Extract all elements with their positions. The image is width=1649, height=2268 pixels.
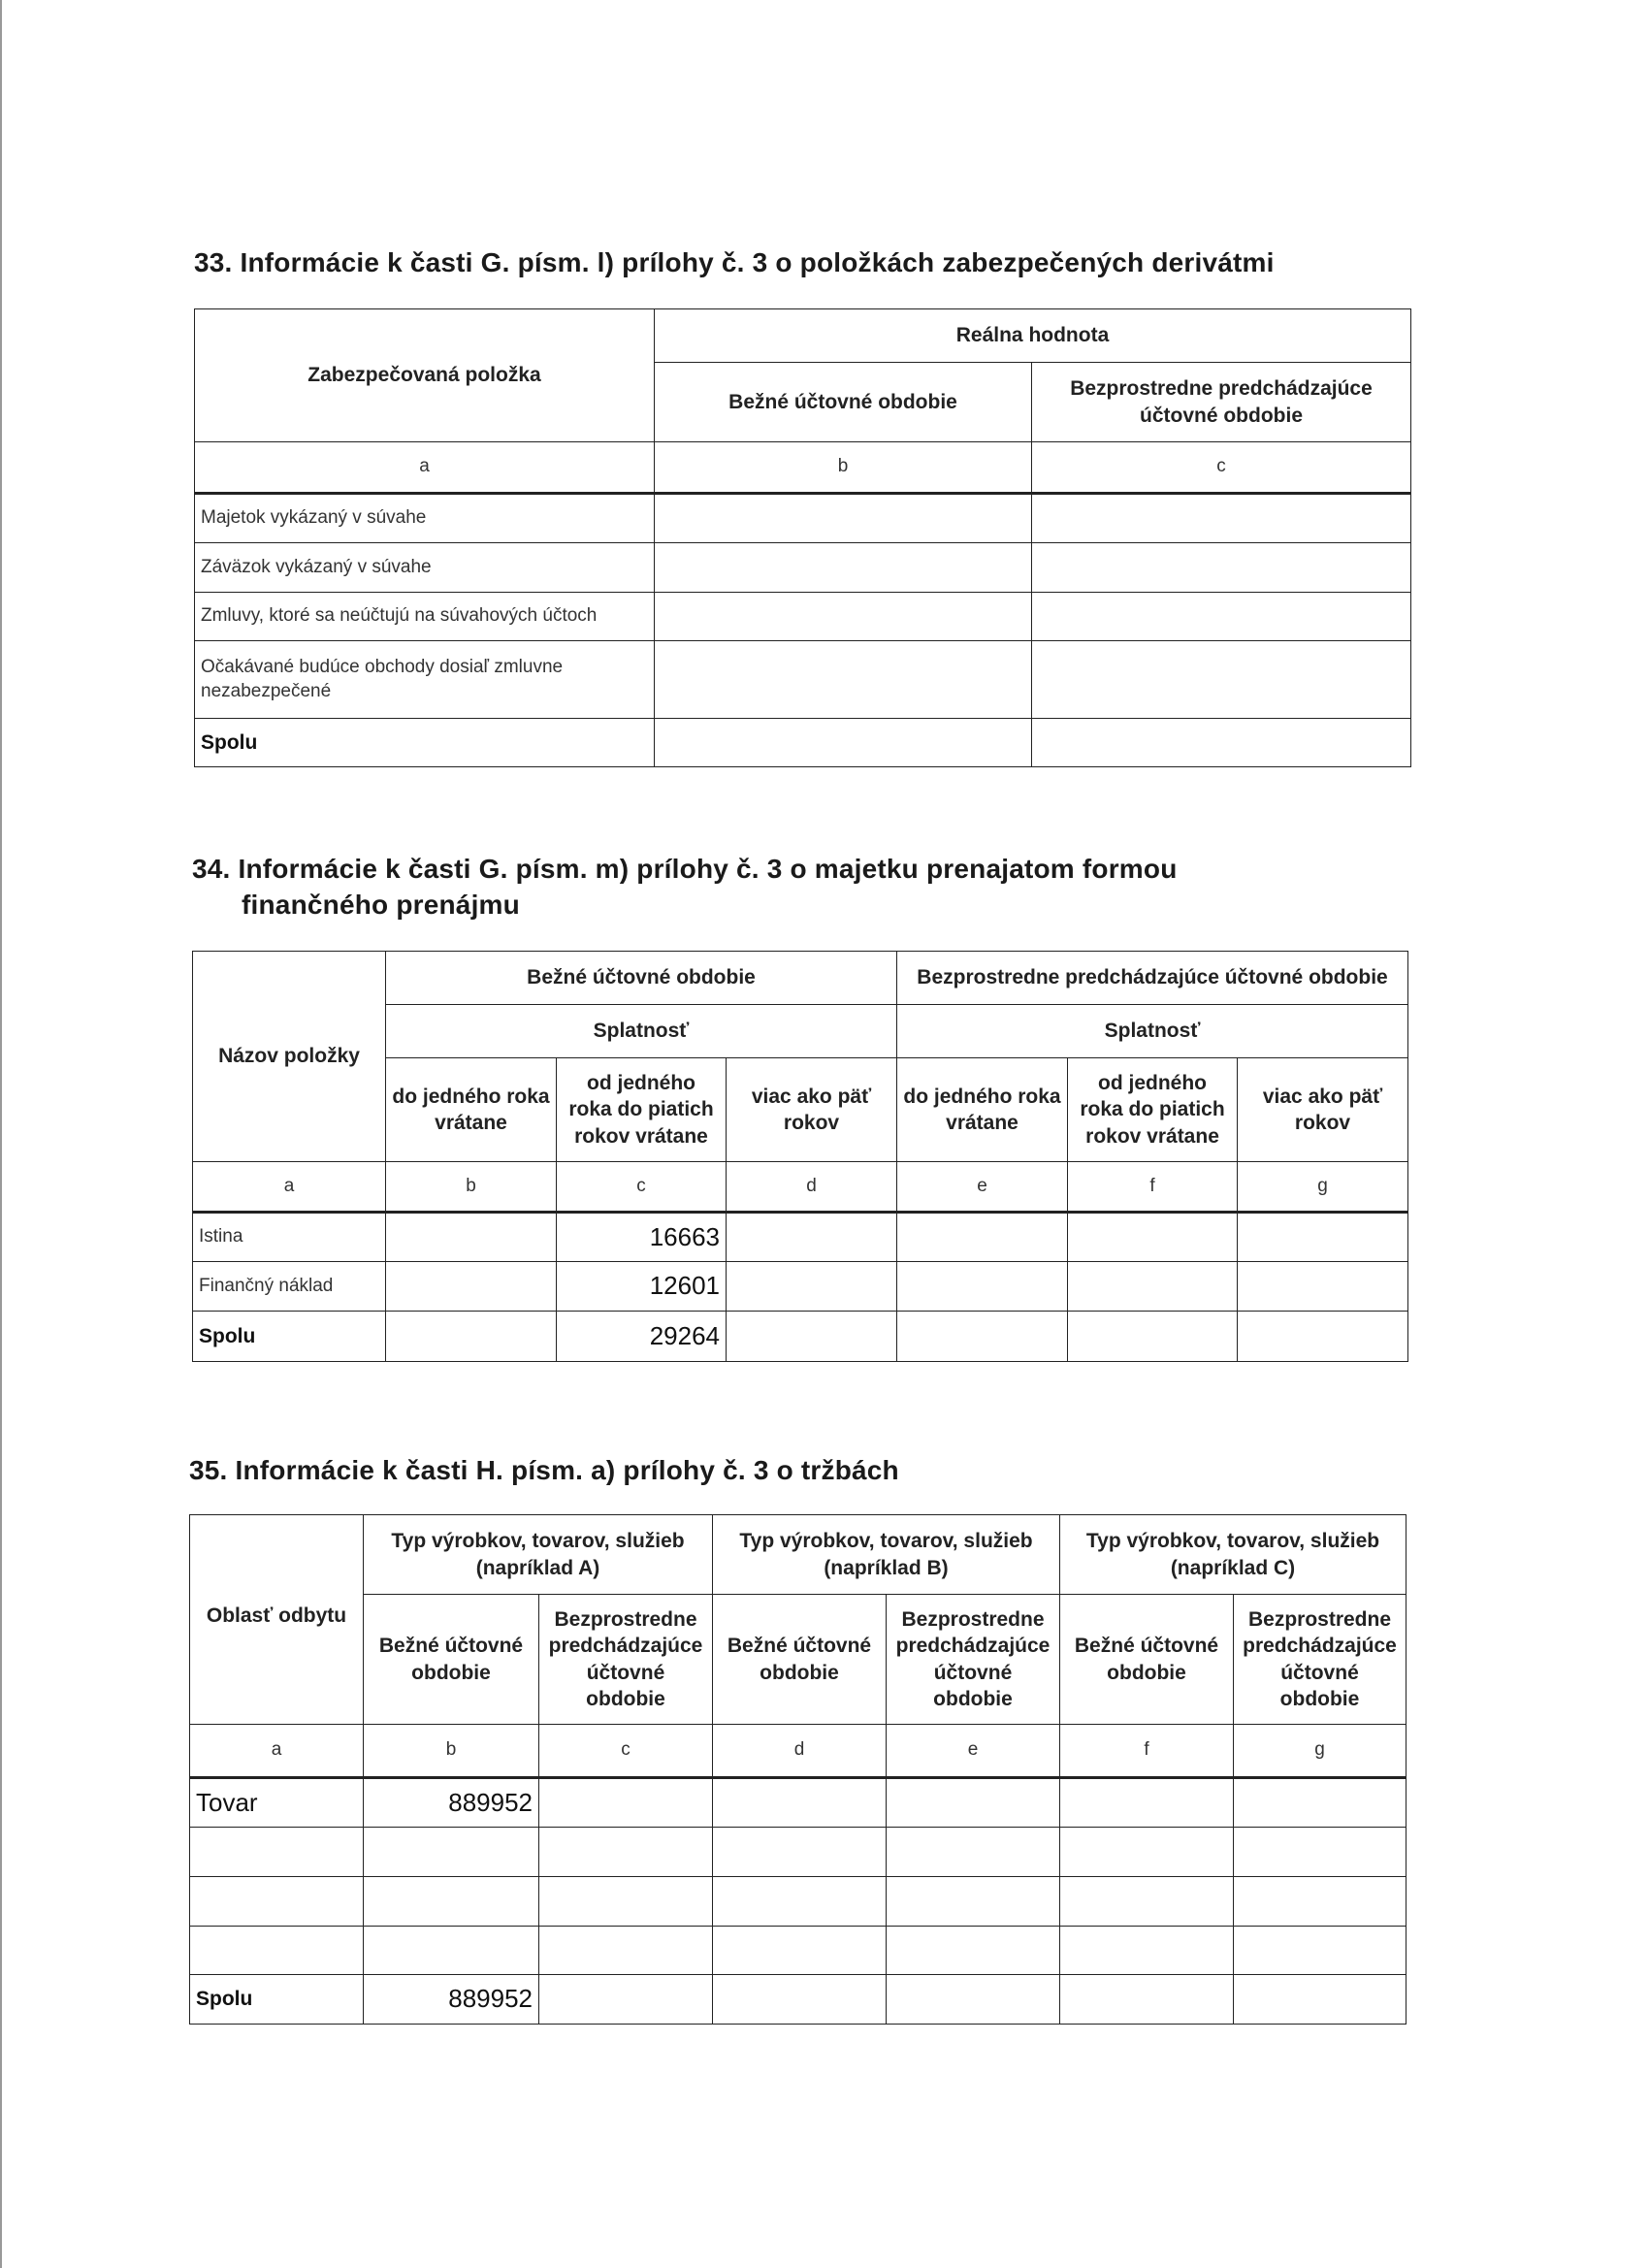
- cell-b: [364, 1828, 539, 1877]
- cell-g: [1234, 1828, 1406, 1877]
- table-row: [195, 593, 1411, 641]
- table-row: [190, 1778, 1406, 1828]
- header-previous: Bezprostredne predchádzajúce účtovné obdobie: [1234, 1595, 1406, 1725]
- col-letter: d: [727, 1162, 897, 1213]
- cell-b: [386, 1213, 557, 1262]
- cell-c: [1032, 719, 1411, 767]
- cell-b: [386, 1262, 557, 1312]
- table-row: [195, 494, 1411, 543]
- cell-b: [364, 1877, 539, 1927]
- cell-e: [897, 1213, 1068, 1262]
- header-current: Bežné účtovné obdobie: [386, 952, 897, 1005]
- table-33: [194, 308, 1411, 767]
- cell-c: [1032, 641, 1411, 719]
- cell-b: 889952: [364, 1778, 539, 1828]
- cell-e: [887, 1778, 1060, 1828]
- table-row: [190, 1877, 1406, 1927]
- col-letter: a: [193, 1162, 386, 1213]
- row-label: Spolu: [193, 1312, 386, 1362]
- cell-c: [1032, 494, 1411, 543]
- section-34-title-cont: finančného prenájmu: [242, 890, 520, 920]
- cell-d: [713, 1778, 887, 1828]
- table-row: [193, 1213, 1408, 1262]
- cell-f: [1060, 1877, 1234, 1927]
- row-label: Spolu: [190, 1975, 364, 2025]
- header-1-to-5: od jedného roka do piatich rokov vrátane: [1068, 1058, 1238, 1162]
- total-row: [193, 1312, 1408, 1362]
- row-label: Tovar: [190, 1778, 364, 1828]
- row-label: Záväzok vykázaný v súvahe: [195, 543, 655, 593]
- cell-f: [1068, 1213, 1238, 1262]
- cell-b: [655, 494, 1032, 543]
- cell-g: [1234, 1778, 1406, 1828]
- cell-c: [1032, 543, 1411, 593]
- header-maturity: Splatnosť: [386, 1005, 897, 1058]
- header-name: Názov položky: [193, 952, 386, 1162]
- cell-c: [539, 1828, 713, 1877]
- header-type-c: Typ výrobkov, tovarov, služieb (napríklad C): [1060, 1515, 1406, 1595]
- table-row: [195, 543, 1411, 593]
- col-letter: f: [1068, 1162, 1238, 1213]
- col-letter: b: [364, 1725, 539, 1778]
- cell-b: [364, 1927, 539, 1975]
- cell-g: [1238, 1312, 1408, 1362]
- col-letter: e: [887, 1725, 1060, 1778]
- scan-edge-left: [0, 0, 2, 2268]
- header-fair-value: Reálna hodnota: [655, 309, 1411, 363]
- cell-c: [539, 1778, 713, 1828]
- cell-g: [1238, 1213, 1408, 1262]
- col-letter: d: [713, 1725, 887, 1778]
- cell-f: [1060, 1975, 1234, 2025]
- cell-e: [887, 1828, 1060, 1877]
- cell-e: [887, 1927, 1060, 1975]
- cell-c: [539, 1975, 713, 2025]
- col-letter: c: [557, 1162, 727, 1213]
- cell-b: [655, 593, 1032, 641]
- cell-d: [727, 1262, 897, 1312]
- header-type-a: Typ výrobkov, tovarov, služieb (napríklad A): [364, 1515, 713, 1595]
- header-current: Bežné účtovné obdobie: [655, 363, 1032, 442]
- cell-c: [539, 1877, 713, 1927]
- cell-c: [539, 1927, 713, 1975]
- row-label: [190, 1828, 364, 1877]
- header-over-5: viac ako päť rokov: [1238, 1058, 1408, 1162]
- cell-e: [887, 1975, 1060, 2025]
- table-row: [190, 1828, 1406, 1877]
- row-label: Majetok vykázaný v súvahe: [195, 494, 655, 543]
- cell-b: [655, 641, 1032, 719]
- col-letter: b: [386, 1162, 557, 1213]
- cell-b: 889952: [364, 1975, 539, 2025]
- table-row: [193, 1262, 1408, 1312]
- cell-f: [1068, 1312, 1238, 1362]
- cell-d: [713, 1828, 887, 1877]
- col-letter: g: [1234, 1725, 1406, 1778]
- row-label: Zmluvy, ktoré sa neúčtujú na súvahových účtoch: [195, 593, 655, 641]
- cell-f: [1060, 1927, 1234, 1975]
- header-previous: Bezprostredne predchádzajúce účtovné obdobie: [887, 1595, 1060, 1725]
- header-item: Zabezpečovaná položka: [195, 309, 655, 442]
- header-1-to-5: od jedného roka do piatich rokov vrátane: [557, 1058, 727, 1162]
- row-label: Spolu: [195, 719, 655, 767]
- cell-f: [1060, 1828, 1234, 1877]
- cell-f: [1060, 1778, 1234, 1828]
- cell-d: [727, 1312, 897, 1362]
- header-previous: Bezprostredne predchádzajúce účtovné obdobie: [897, 952, 1408, 1005]
- cell-g: [1238, 1262, 1408, 1312]
- cell-e: [887, 1877, 1060, 1927]
- col-letter: c: [539, 1725, 713, 1778]
- cell-b: [386, 1312, 557, 1362]
- total-row: [195, 719, 1411, 767]
- table-34: [192, 951, 1408, 1362]
- col-letter: b: [655, 442, 1032, 494]
- header-up-to-1: do jedného roka vrátane: [897, 1058, 1068, 1162]
- header-maturity: Splatnosť: [897, 1005, 1408, 1058]
- section-35-title: 35. Informácie k časti H. písm. a) prílohy č. 3 o tržbách: [189, 1455, 899, 1485]
- table-row: [190, 1927, 1406, 1975]
- row-label: Finančný náklad: [193, 1262, 386, 1312]
- col-letter: a: [190, 1725, 364, 1778]
- cell-e: [897, 1312, 1068, 1362]
- col-letter: f: [1060, 1725, 1234, 1778]
- col-letter: a: [195, 442, 655, 494]
- cell-d: [713, 1975, 887, 2025]
- cell-d: [713, 1927, 887, 1975]
- row-label: [190, 1877, 364, 1927]
- cell-f: [1068, 1262, 1238, 1312]
- cell-g: [1234, 1927, 1406, 1975]
- header-current: Bežné účtovné obdobie: [1060, 1595, 1234, 1725]
- cell-g: [1234, 1975, 1406, 2025]
- header-up-to-1: do jedného roka vrátane: [386, 1058, 557, 1162]
- header-over-5: viac ako päť rokov: [727, 1058, 897, 1162]
- cell-c: 29264: [557, 1312, 727, 1362]
- cell-g: [1234, 1877, 1406, 1927]
- row-label: Očakávané budúce obchody dosiaľ zmluvne nezabezpečené: [195, 641, 655, 719]
- col-letter: c: [1032, 442, 1411, 494]
- cell-d: [727, 1213, 897, 1262]
- section-34-title: 34. Informácie k časti G. písm. m) prílohy č. 3 o majetku prenajatom formou: [192, 854, 1178, 884]
- row-label: [190, 1927, 364, 1975]
- header-area: Oblasť odbytu: [190, 1515, 364, 1725]
- cell-b: [655, 719, 1032, 767]
- cell-c: [1032, 593, 1411, 641]
- table-row: [195, 641, 1411, 719]
- cell-c: 12601: [557, 1262, 727, 1312]
- cell-d: [713, 1877, 887, 1927]
- header-current: Bežné účtovné obdobie: [364, 1595, 539, 1725]
- header-type-b: Typ výrobkov, tovarov, služieb (napríklad B): [713, 1515, 1060, 1595]
- col-letter: e: [897, 1162, 1068, 1213]
- total-row: [190, 1975, 1406, 2025]
- header-previous: Bezprostredne predchádzajúce účtovné obdobie: [539, 1595, 713, 1725]
- section-33-title: 33. Informácie k časti G. písm. l) prílohy č. 3 o položkách zabezpečených derivátmi: [194, 247, 1275, 277]
- cell-b: [655, 543, 1032, 593]
- header-current: Bežné účtovné obdobie: [713, 1595, 887, 1725]
- cell-c: 16663: [557, 1213, 727, 1262]
- row-label: Istina: [193, 1213, 386, 1262]
- header-previous: Bezprostredne predchádzajúce účtovné obdobie: [1032, 363, 1411, 442]
- cell-e: [897, 1262, 1068, 1312]
- table-35: [189, 1514, 1406, 2025]
- col-letter: g: [1238, 1162, 1408, 1213]
